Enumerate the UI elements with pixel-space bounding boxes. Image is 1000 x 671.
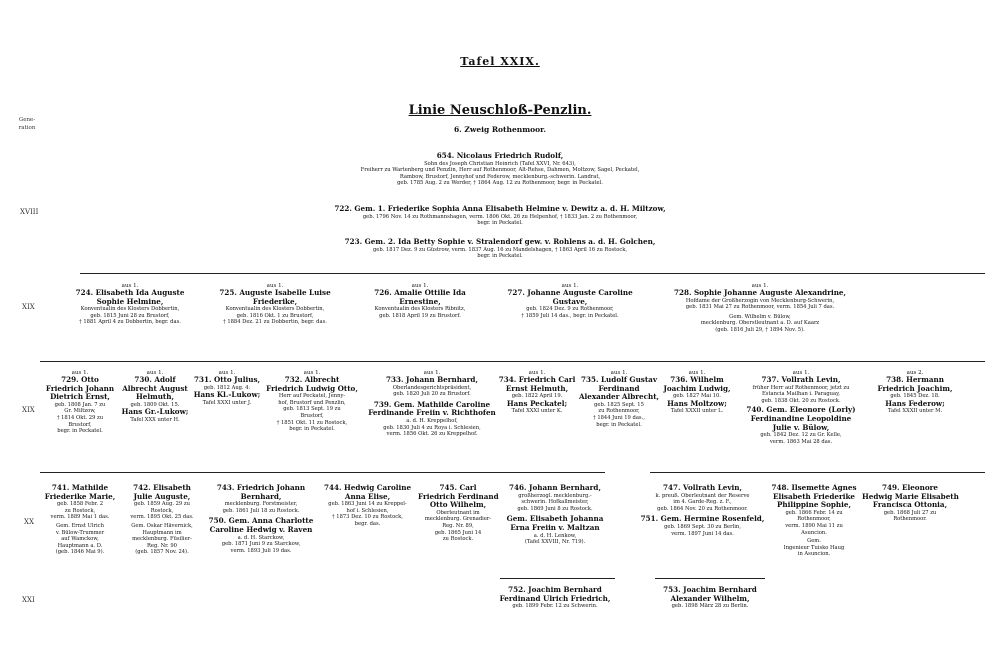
spouse-detail: a. d. H. Starckow, [237,534,285,541]
person-detail: hof i. Schlesien, [346,507,389,514]
person-name: Hedwig Marie Elisabeth [862,491,959,501]
parent-marker: aus 1. [610,370,628,376]
branch-line-gen19b [40,361,985,362]
child-744 [320,484,415,528]
person-detail: zu Rothenmoor, [598,408,640,415]
person-detail: † 1873 Dez. 10 zu Rostock, [332,514,403,521]
person-name: Albrecht August [122,383,188,393]
person-detail: v. Bülow-Trummer [55,529,105,536]
person-name: 752. Joachim Bernhard [508,585,602,594]
spouse-name: 751. Gem. Hermine Rosenfeld, [640,514,765,524]
person-detail: Tafel XXXI unter J. [202,399,252,406]
person-name: 731. Otto Julius, [193,375,261,384]
root-line: Freiherr zu Wartenberg und Penzlin, Herr auf Rothenmoor, Alt-Rehse, Dahmen, Moltzow, Sagel, Peckatel, [360,167,640,174]
person-name: 733. Johann Bernhard, [386,375,478,384]
person-detail: geb. 1824 Dez. 9 zu Rothenmoor, [526,306,614,313]
person-detail: (geb. 1857 Nov. 24). [135,549,189,556]
person-name: 728. Sophie Johanne Auguste Alexandrine, [673,288,847,297]
person-detail: Oberlandesgerichtspräsident, [392,384,472,391]
child-737 [736,370,866,445]
person-detail: Tafel XXXII unter L. [670,408,724,415]
person-detail: geb. 1845 Dez. 18. [890,393,940,400]
person-detail: Brustorf, [300,412,324,419]
person-detail: auf Wamckow, [61,536,99,543]
person-detail: im 4. Garde-Reg. z. F., [673,499,732,506]
person-detail: geb. 1898 März 28 zu Berlin. [671,603,749,610]
parent-marker: aus 1. [71,370,89,376]
child-745 [418,484,498,543]
child-724 [60,283,200,326]
generation-21: XXI [22,596,35,604]
branch-line-gen21-right [655,578,765,579]
person-detail: geb. 1838 Okt. 20 zu Rostock. [761,397,841,404]
spouse-detail: verm. 1897 Juni 14 das. [671,530,734,537]
person-detail: zu Rostock, [64,507,96,514]
parent-marker: aus 1. [528,370,546,376]
parent-marker: aus 1. [423,370,441,376]
person-detail: geb. 1858 Febr. 2 [56,501,104,508]
person-detail: zu Rostock. [442,536,474,543]
person-name: Gustave, [552,296,588,306]
person-name: Otto Wilhelm, [429,500,487,510]
generation-19b: XIX [22,406,35,414]
spouse-detail: a. d. H. Kreppelhof, [406,417,458,424]
spouse-name: 740. Gem. Eleonore (Lorly) [746,405,856,415]
child-752 [490,586,620,610]
person-name: 724. Elisabeth Ida Auguste [75,288,185,297]
person-detail: Tafel XXX unter H. [130,416,180,423]
child-736 [662,370,732,415]
person-detail: Rothenmoor. [893,516,927,523]
generation-label-line2: ration [18,125,36,131]
spouse-name: Julie v. Bülow, [772,422,830,432]
child-730 [120,370,190,424]
spouse-detail: verm. 1856 Okt. 26 zu Kreppelhof. [386,431,478,438]
person-detail: Gem. Ernst Ulrich [56,522,104,529]
person-detail: geb. 1816 Okt. 1 zu Brustorf, [236,312,314,319]
person-name: Sophie Helmine, [96,296,164,306]
person-name: 745. Carl [439,483,477,492]
person-detail: hof, Brustorf und Penzlin, [278,399,346,406]
plate-title: Tafel XXIX. [460,55,540,68]
person-detail: Gem. Oskar Hävernick, [131,522,193,529]
person-name: 747. Vollrath Levin, [663,483,742,492]
person-name: Alexander Wilhelm, [670,593,750,603]
person-name: 749. Eleonore [882,483,938,492]
spouse-name: 739. Gem. Mathilde Caroline [373,399,491,409]
person-name: Francisca Ottonia, [872,500,948,510]
person-name: 746. Johann Bernhard, [509,483,601,492]
person-detail: Gem. [807,538,821,545]
root-name: 654. Nicolaus Friedrich Rudolf, [436,151,564,160]
child-731 [192,370,262,406]
spouse-detail: geb. 1869 Sept. 30 zu Berlin, [664,523,741,530]
person-detail: Rothenmoor, [797,516,831,523]
person-detail: geb. 1866 Febr. 14 zu [785,509,843,516]
spouse-2-name: 723. Gem. 2. Ida Betty Sophie v. Stralendorf gew. v. Rohlens a. d. H. Golchen, [344,237,656,246]
child-727 [495,283,645,319]
branch-line-gen20-right [650,472,985,473]
person-name: Bernhard, [240,491,282,501]
branch-line-gen20-left [40,472,605,473]
parent-marker: aus 1. [688,370,706,376]
person-name: 725. Auguste Isabelle Luise [219,288,331,297]
person-name: Friederike, [252,296,298,306]
person-detail: geb. 1825 Sept. 15 [594,401,644,408]
child-728 [650,283,870,334]
parent-marker: aus 1. [411,283,429,289]
person-name: Friedrich Ferdinand [418,491,499,501]
person-detail: begr. das. [354,520,381,527]
child-747 [640,484,765,537]
person-name: 732. Albrecht [284,375,340,384]
person-detail: † 1814 Okt. 29 zu [56,414,104,421]
person-name: Elisabeth Friederike [772,491,856,501]
person-detail: † 1884 Dez. 21 zu Dobbertin, begr. das. [223,319,327,326]
person-detail: verm. 1890 Mai 11 zu [785,522,843,529]
child-749 [862,484,958,523]
person-detail: geb. 1815 Juni 28 zu Brustorf, [90,312,170,319]
generation-19a: XIX [22,303,35,311]
person-detail: früher Herr auf Rothenmoor, jetzt zu [752,384,850,391]
person-detail: geb. 1808 Jan. 7 zu [54,401,106,408]
spouse-name: Ferdinande Freiin v. Richthofen [368,408,496,418]
person-name: 753. Joachim Bernhard [663,585,757,594]
spouse-1 [240,205,760,227]
child-748 [768,484,860,558]
parent-marker: aus 1. [792,370,810,376]
child-732 [262,370,362,433]
person-name: 730. Adolf [134,375,176,384]
person-detail: † 1851 Okt. 11 zu Rostock, [276,419,348,426]
branch-line-gen19a [80,273,985,274]
child-726 [350,283,490,319]
person-detail: geb. 1812 Aug. 4. [203,384,251,391]
person-name: Friedrich Joachim, [877,383,953,393]
spouse-detail: geb. 1830 Juli 4 zu Roya i. Schlesien, [383,424,481,431]
person-name: 748. Ilsemette Agnes [771,483,857,492]
person-detail: Herr auf Peckatel, Jenny- [278,393,346,400]
person-name: Friedrich Johann [45,383,115,393]
child-735 [578,370,660,428]
person-name: Joachim Ludwig, [663,383,731,393]
person-detail: Ingenieur Tuisko Haug [783,544,845,551]
person-name: 727. Johanne Auguste Caroline [507,288,633,297]
child-725 [205,283,345,326]
person-name: 726. Amalie Ottilie Ida [374,288,466,297]
root-line: Rambow, Brustorf, Jennyhof und Federow, mecklenburg.-schwerin. Landrat, [399,173,601,180]
root-line: Sohn des Joseph Christian Heinrich (Tafel XXVI, Nr. 643), [424,160,576,167]
child-738 [872,370,958,415]
person-name: 738. Hermann [886,375,944,384]
child-746 [500,484,610,546]
person-detail: Estancia Mailhan i. Paraguay, [762,391,840,398]
person-name: Julie Auguste, [133,491,191,501]
person-detail: geb. 1859 Aug. 29 zu [134,501,190,508]
person-detail: (geb. 1846 Mai 9). [55,549,105,556]
person-detail: Hans Kl.-Lukow; [193,390,261,400]
spouse-2-line: geb. 1817 Dez. 9 zu Güstrow, verm. 1837 Aug. 16 zu Mandelshagen, † 1863 April 16 zu Rostock, [372,246,628,253]
person-name: 735. Ludolf Gustav [581,375,657,384]
person-detail: geb. 1868 Juli 27 zu [883,509,937,516]
parent-marker: aus 1. [303,370,321,376]
person-detail: mecklenburg. Grenadier- [424,516,492,523]
person-name: 742. Elisabeth [133,483,191,492]
person-detail: Hauptmann a. D. [57,542,103,549]
spouse-detail: verm. 1863 Mai 28 das. [769,438,833,445]
spouse-1-line: geb. 1796 Nov. 14 zu Rothmannshagen, verm. 1806 Okt. 26 zu Helpenhof, † 1833 Jan. 2 zu Rothenmoor, [362,213,638,220]
parent-marker: aus 1. [146,370,164,376]
person-detail: (geb. 1816 Juli 29, † 1894 Nov. 5). [715,326,805,333]
person-detail: verm. 1889 Mai 1 das. [50,514,110,521]
person-detail: Brustorf, [68,421,92,428]
person-name: Friedrich Ludwig Otto, [266,383,358,393]
person-detail: geb. 1822 April 19. [511,393,563,400]
spouse-detail: (Tafel XXVIII, Nr. 719). [524,539,586,546]
person-detail: begr. in Peckatel. [289,426,335,433]
child-741 [40,484,120,556]
person-detail: geb. 1813 Sept. 19 zu [283,406,341,413]
spouse-name: Gem. Elisabeth Johanna [506,514,604,524]
person-detail: geb. 1861 Juli 18 zu Rostock. [222,507,300,514]
person-detail: verm. 1895 Okt. 25 das. [130,514,194,521]
person-detail: in Asuncion. [797,551,831,558]
parent-marker: aus 1. [561,283,579,289]
person-detail: geb. 1827 Mai 10. [673,393,721,400]
spouse-2 [240,238,760,260]
person-detail: geb. 1831 Mai 27 zu Rothenmoor, verm. 1854 Juli 7 das. [685,304,835,311]
person-detail: k. preuß. Oberleutnant der Reserve [655,492,750,499]
person-detail: Konventualin des Klosters Dobbertin, [80,306,180,313]
person-detail: großherzogl. mecklenburg.- [518,492,592,499]
spouse-detail: a. d. H. Lenkow, [533,532,577,539]
spouse-detail: geb. 1871 Juni 9 zu Starckow, [221,541,301,548]
person-name: Ferdinand Ulrich Friedrich, [499,593,611,603]
person-detail: Tafel XXXI unter K. [511,408,563,415]
spouse-name: 750. Gem. Anna Charlotte [208,516,314,526]
child-743 [205,484,317,554]
person-detail: Gr. Miltzow, [64,408,96,415]
person-detail: geb. 1820 Juli 20 zu Brustorf. [393,391,471,398]
child-742 [122,484,202,556]
person-detail: mecklenburg. Forstmeister, [224,501,298,508]
person-detail: Reg. Nr. 89, [442,522,474,529]
person-name: 736. Wilhelm [670,375,724,384]
person-detail: mecklenburg. Oberstleutnant a. D. auf Kaarz [700,320,820,327]
person-name: 741. Mathilde [51,483,109,492]
person-detail: Rostock, [150,507,174,514]
person-detail: Hofdame der Großherzogin von Mecklenburg-Schwerin, [685,297,835,304]
person-detail: schwerin. Hofkallmeister, [521,499,589,506]
person-detail: Asuncion. [801,529,827,536]
person-detail: Reg. Nr. 90 [147,542,177,549]
spouse-name: Erna Freiin v. Maltzan [510,522,600,532]
person-detail: mecklenburg. Füsilier- [132,536,192,543]
person-detail: geb. 1899 Febr. 12 zu Schwerin. [512,603,598,610]
person-detail: Tafel XXXII unter M. [887,408,943,415]
parent-marker: aus 1. [121,283,139,289]
branch-subtitle: 6. Zweig Rothenmoor. [453,125,547,134]
generation-column-label [10,116,44,132]
spouse-name: Ferdinandine Leopoldine [750,413,852,423]
parent-marker: aus 1. [751,283,769,289]
person-detail: geb. 1809 Okt. 15. [130,401,180,408]
person-name: Ernestine, [399,296,441,306]
spouse-detail: geb. 1842 Dez. 12 zu Gr. Kelle, [760,432,842,439]
child-733 [368,370,496,438]
person-name: Philippine Sophie, [777,500,851,510]
person-name: Friederike Marie, [44,491,116,501]
generation-label-line1: Gene- [18,117,36,123]
person-detail: Hauptmann im [142,529,182,536]
root-line: geb. 1785 Aug. 2 zu Werder, † 1864 Aug. 12 zu Rothenmoor, begr. in Peckatel. [397,180,603,187]
parent-marker: aus 1. [266,283,284,289]
person-name: Anna Elise, [344,491,391,501]
person-detail: begr. in Peckatel. [57,428,103,435]
person-detail: Hans Peckatel; [506,398,568,408]
person-detail: Hans Moltzow; [667,398,727,408]
person-name: 729. Otto [61,375,99,384]
person-detail: geb. 1869 Juni 8 zu Rostock. [517,505,593,512]
generation-18: XVIII [20,208,39,216]
spouse-1-name: 722. Gem. 1. Friederike Sophia Anna Elisabeth Helmine v. Dewitz a. d. H. Miltzow, [334,204,666,213]
person-name: Dietrich Ernst, [50,392,110,402]
parent-marker: aus 2. [906,370,924,376]
child-729 [40,370,120,435]
branch-line-gen21-left [500,578,615,579]
person-detail: begr. in Peckatel. [596,421,642,428]
person-name: Ernst Helmuth, [505,383,569,393]
person-detail: geb. 1818 April 19 zu Brustorf. [379,312,461,319]
person-name: 734. Friedrich Carl [498,375,576,384]
person-name: 737. Vollrath Levin, [761,375,841,384]
person-detail: Hans Federow; [885,398,945,408]
person-detail: Hans Gr.-Lukow; [121,407,189,417]
child-753 [650,586,770,610]
spouse-detail: verm. 1893 Juli 19 das. [230,547,292,554]
person-detail: Gem. Wilhelm v. Bülow, [729,313,791,320]
person-name: Alexander Albrecht, [578,392,660,402]
person-detail: Oberleutnant im [436,509,480,516]
spouse-2-line: begr. in Peckatel. [477,253,523,260]
root-person [280,152,720,187]
person-detail: Konventualin des Klosters Ribnitz, [374,306,466,313]
generation-20: XX [24,518,34,526]
spouse-1-line: begr. in Peckatel. [477,220,523,227]
person-detail: † 1881 April 4 zu Dobbertin, begr. das. [79,319,181,326]
person-detail: geb. 1863 Juni 14 zu Kreppel- [328,501,407,508]
person-name: 744. Hedwig Caroline [323,483,412,492]
person-name: 743. Friedrich Johann [216,483,306,492]
lineage-title: Linie Neuschloß-Penzlin. [408,103,592,118]
person-name: Ferdinand [598,383,640,393]
person-detail: geb. 1864 Nov. 20 zu Rothenmoor. [657,505,748,512]
spouse-name: Caroline Hedwig v. Raven [209,524,313,534]
person-detail: † 1844 Juni 19 das., [593,414,645,421]
child-734 [498,370,576,415]
parent-marker: aus 1. [218,370,236,376]
person-detail: Konventualin des Klosters Dobbertin, [225,306,325,313]
person-name: Helmuth, [136,392,174,402]
person-detail: † 1859 Juli 14 das., begr. in Peckatel. [521,312,619,319]
person-detail: geb. 1865 Juni 14 [434,529,482,536]
